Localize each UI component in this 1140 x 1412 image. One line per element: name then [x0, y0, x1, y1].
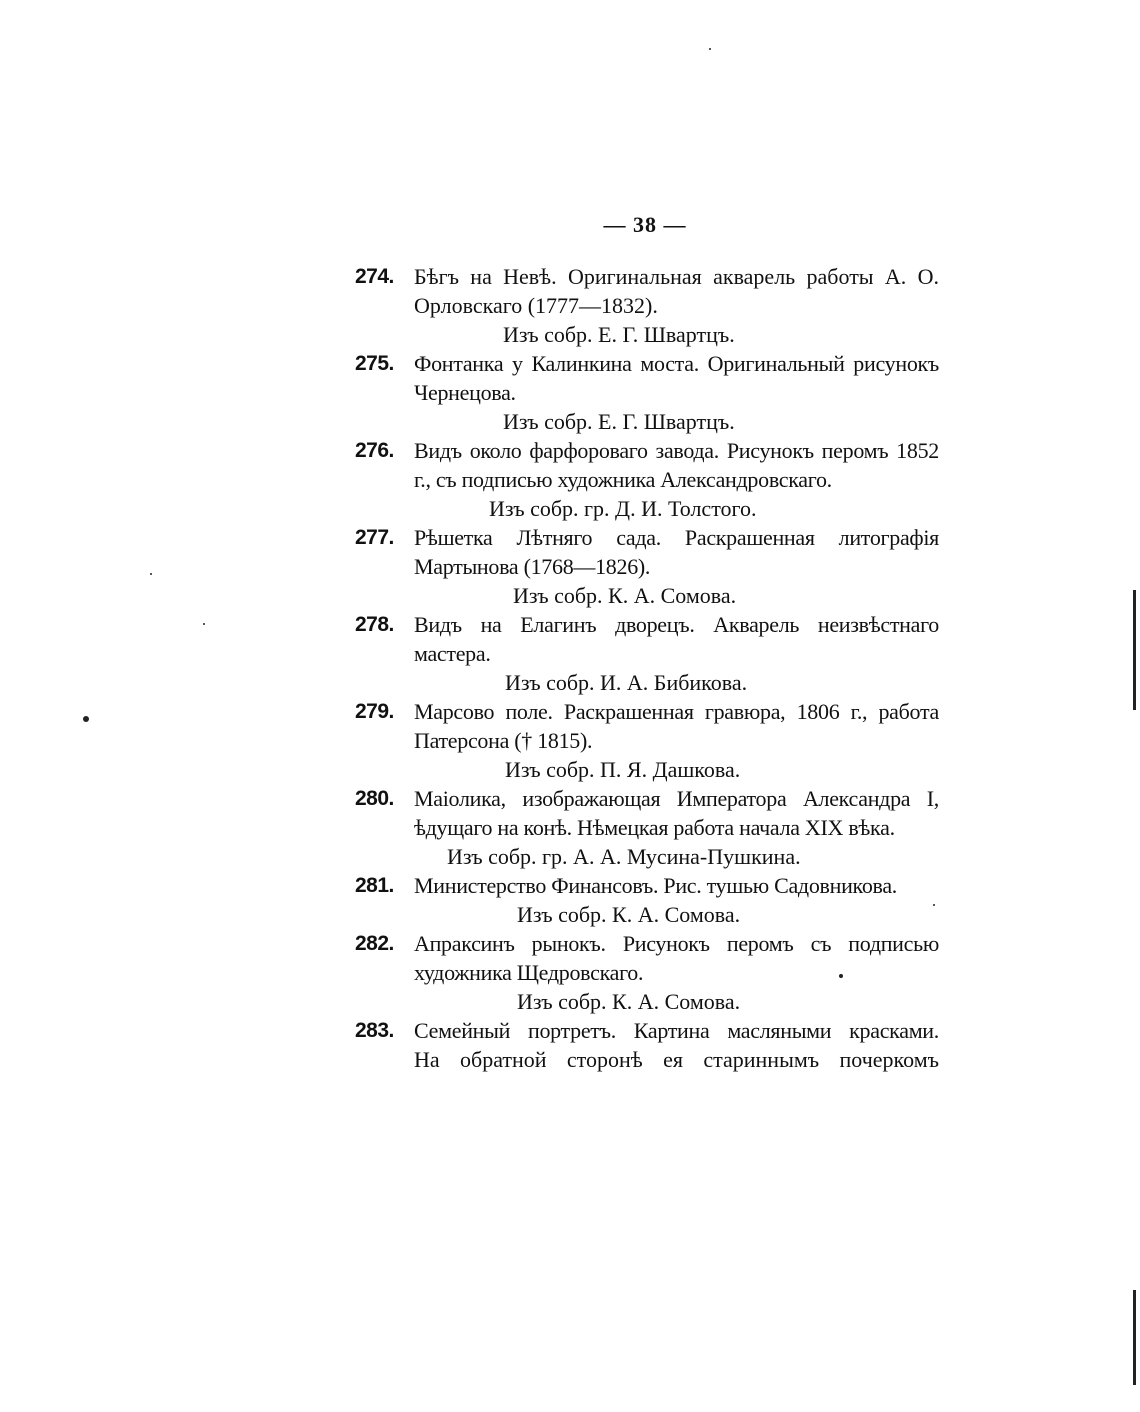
entry-description: Семейный портретъ. Картина масляными красками. — [414, 1018, 939, 1043]
entry-description: Апраксинъ рынокъ. Рисунокъ перомъ съ подписью художника Щедровскаго. — [414, 931, 939, 985]
entry-source: Изъ собр. К. А. Сомова. — [513, 583, 737, 608]
entry-description: Видъ на Елагинъ дворецъ. Акварель неизвѣстнаго мастера. — [414, 612, 939, 666]
entry-description: Маіолика, изображающая Императора Александра I, ѣдущаго на конѣ. Нѣмецкая работа начала XIX вѣка. — [414, 786, 939, 840]
entry-number: 274. — [355, 265, 394, 288]
scan-speck — [709, 48, 711, 50]
entry-continuation: На обратной сторонѣ ея стариннымъ почеркомъ — [414, 1047, 939, 1072]
scan-speck — [933, 904, 935, 906]
page-number: — 38 — — [603, 212, 687, 237]
entry-number: 277. — [355, 526, 394, 549]
entry-source: Изъ собр. Е. Г. Швартцъ. — [503, 322, 735, 347]
entry-source: Изъ собр. гр. А. А. Мусина-Пушкина. — [447, 844, 801, 869]
catalog-entry — [355, 784, 939, 871]
catalog-entry — [355, 349, 939, 436]
entry-description: Бѣгъ на Невѣ. Оригинальная акварель работы А. О. Орловскаго (1777—1832). — [414, 264, 939, 318]
catalog-entry — [355, 262, 939, 349]
entry-source: Изъ собр. К. А. Сомова. — [517, 902, 741, 927]
scan-speck — [203, 623, 205, 625]
entry-source: Изъ собр. И. А. Бибикова. — [505, 670, 748, 695]
entry-description: Видъ около фарфороваго завода. Рисунокъ перомъ 1852 г., съ подписью художника Александровскаго. — [414, 438, 939, 492]
entry-number: 281. — [355, 874, 394, 897]
catalog-entry — [355, 871, 939, 929]
entry-number: 280. — [355, 787, 394, 810]
entry-number: 283. — [355, 1019, 394, 1042]
catalog-entry — [355, 1016, 939, 1074]
entry-source: Изъ собр. П. Я. Дашкова. — [505, 757, 741, 782]
entry-description: Министерство Финансовъ. Рис. тушью Садовникова. — [414, 873, 897, 898]
entry-number: 282. — [355, 932, 394, 955]
entry-source: Изъ собр. гр. Д. И. Толстого. — [489, 496, 757, 521]
page-edge-line — [1133, 1290, 1136, 1385]
entry-source: Изъ собр. Е. Г. Швартцъ. — [503, 409, 735, 434]
entry-description: Фонтанка у Калинкина моста. Оригинальный рисунокъ Чернецова. — [414, 351, 939, 405]
entry-number: 275. — [355, 352, 394, 375]
page-edge-line — [1133, 590, 1136, 710]
catalog-entry — [355, 697, 939, 784]
entry-description: Марсово поле. Раскрашенная гравюра, 1806 г., работа Патерсона († 1815). — [414, 699, 939, 753]
scan-speck — [83, 716, 89, 722]
catalog-entry — [355, 929, 939, 1016]
entry-number: 276. — [355, 439, 394, 462]
catalog-entry — [355, 436, 939, 523]
entry-number: 279. — [355, 700, 394, 723]
scan-speck — [839, 974, 843, 978]
entry-number: 278. — [355, 613, 394, 636]
catalog-entry — [355, 523, 939, 610]
entry-description: Рѣшетка Лѣтняго сада. Раскрашенная литографія Мартынова (1768—1826). — [414, 525, 939, 579]
entry-source: Изъ собр. К. А. Сомова. — [517, 989, 741, 1014]
catalog-entries — [355, 262, 939, 1074]
catalog-entry — [355, 610, 939, 697]
scan-speck — [150, 573, 152, 575]
